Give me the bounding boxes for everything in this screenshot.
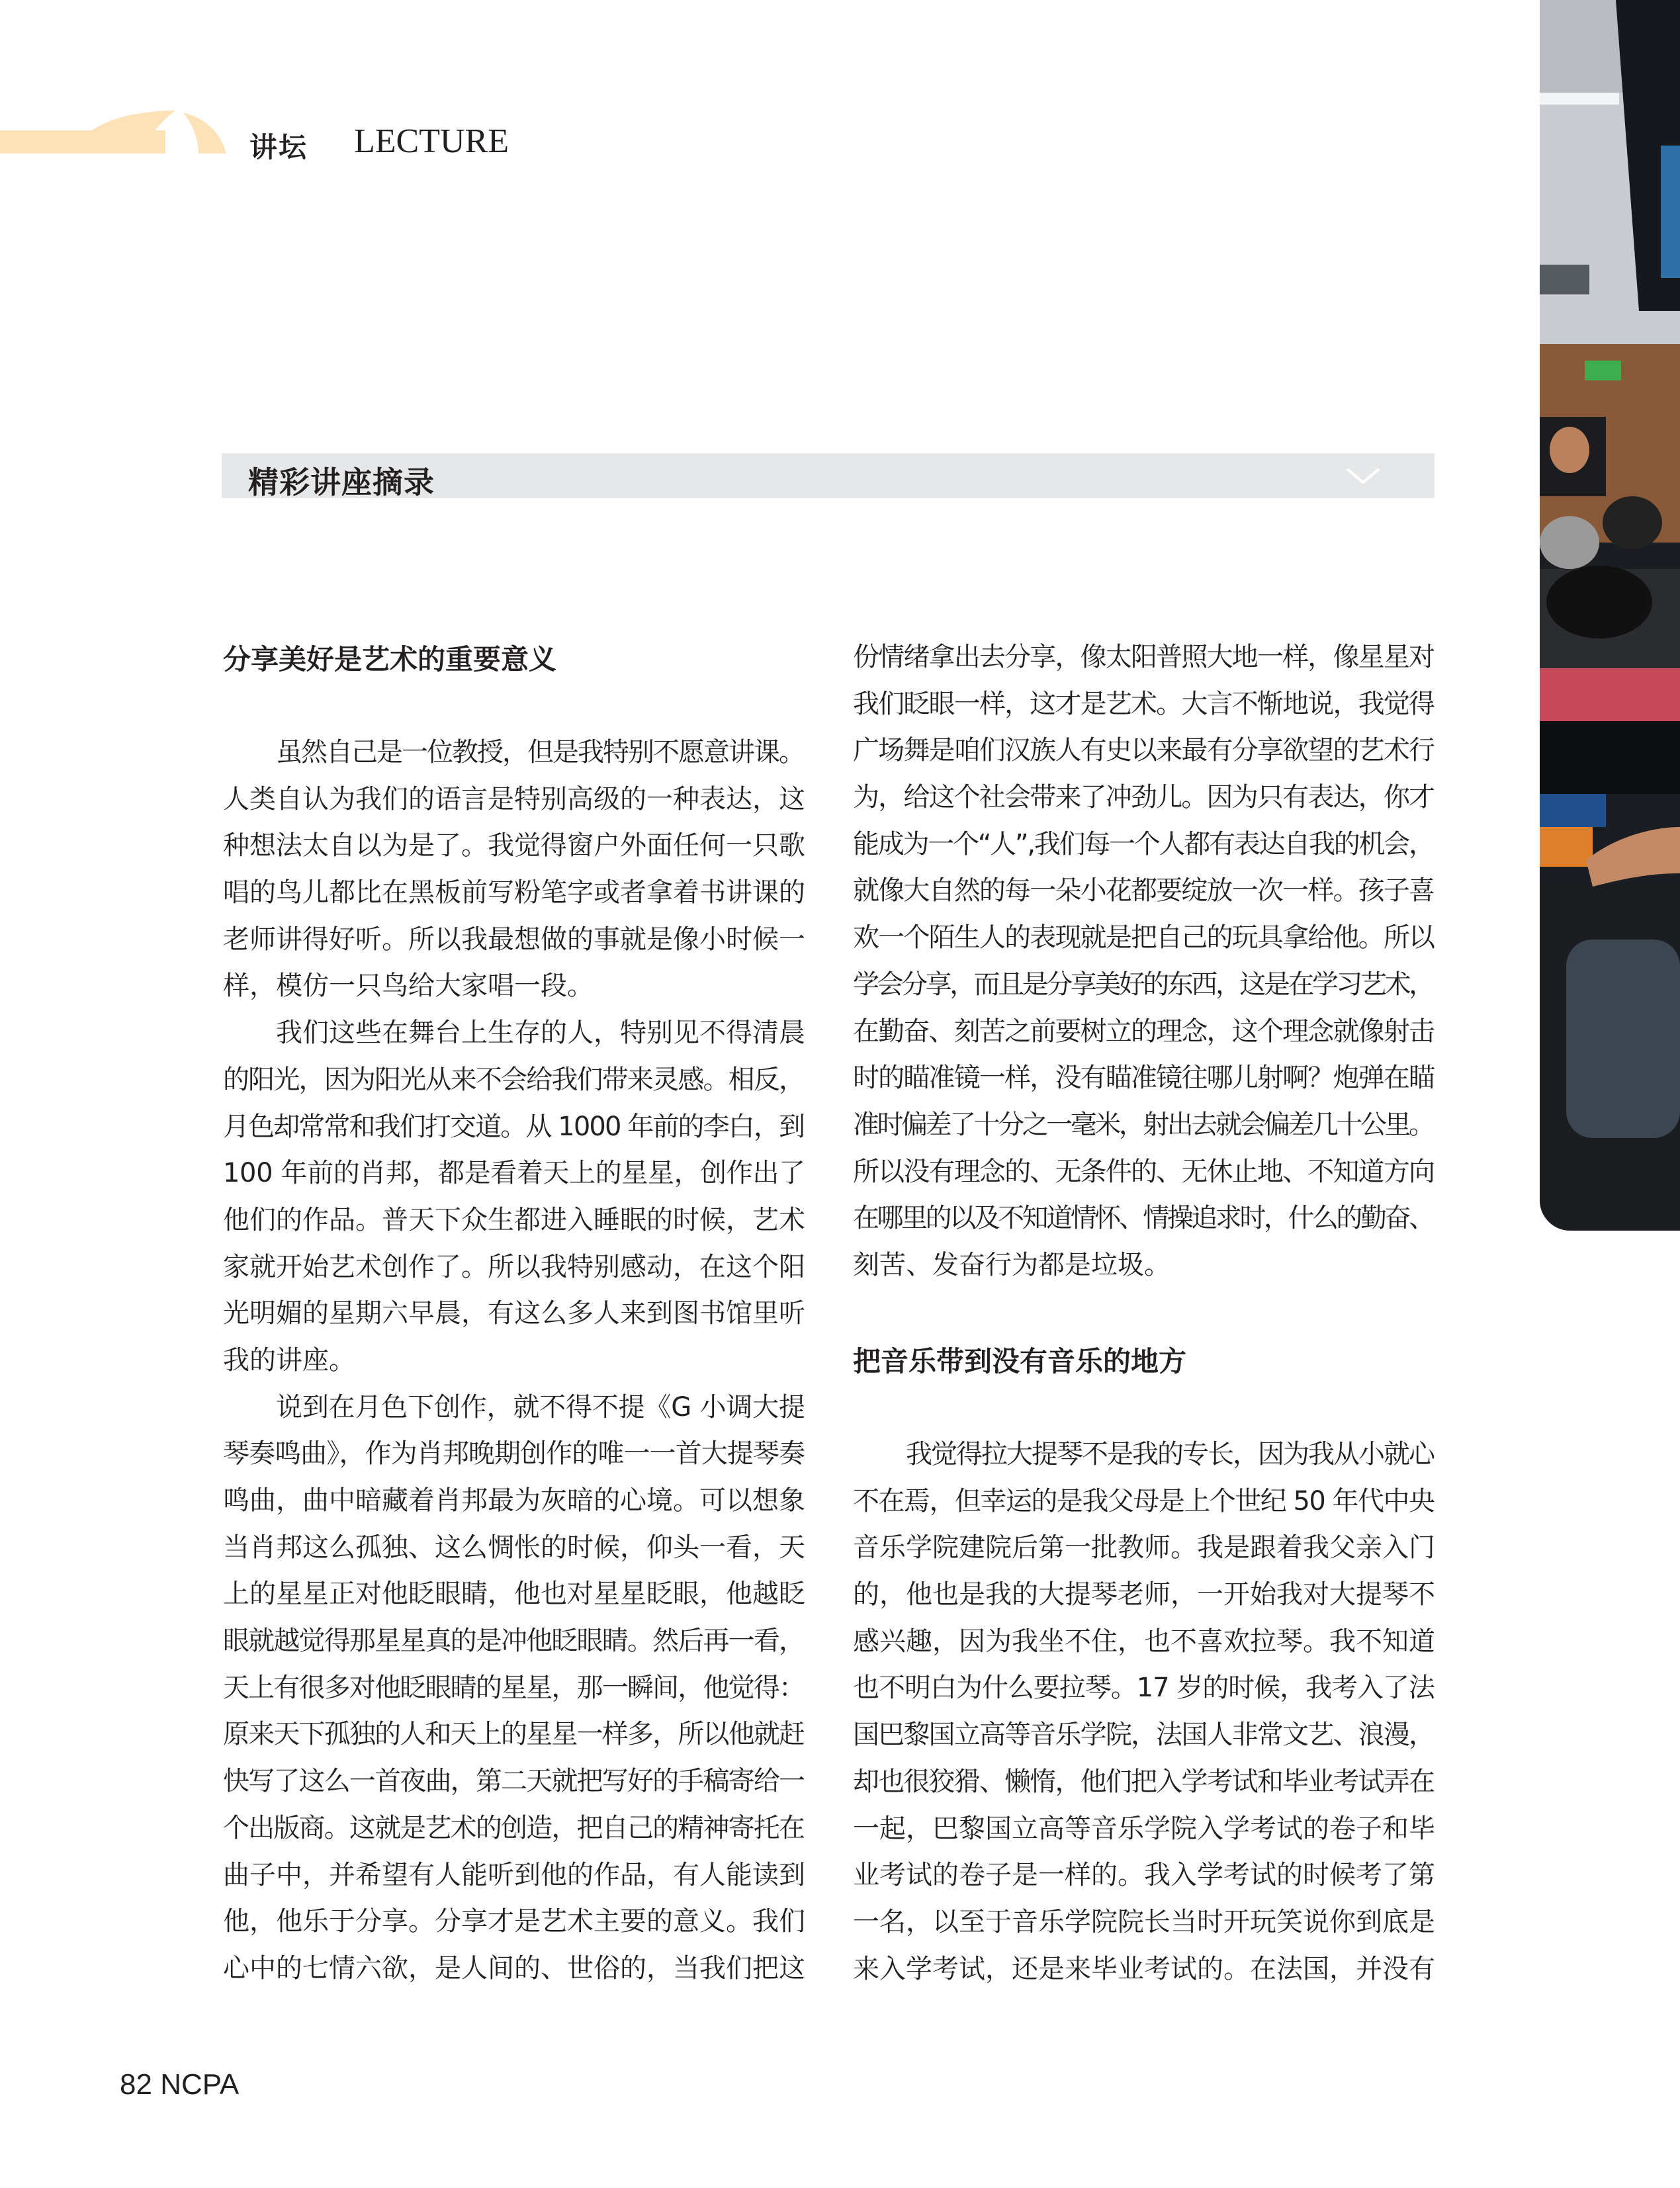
text-line-content: 当肖邦这么孤独、这么惆怅的时候，仰头一看，天 — [223, 1532, 805, 1563]
header-arc-decoration — [0, 99, 238, 159]
text-line — [853, 1524, 1435, 1571]
text-line — [853, 1946, 1435, 1993]
text-line-content: 一起，巴黎国立高等音乐学院入学考试的卷子和毕 — [853, 1813, 1435, 1844]
page-number: 82 — [120, 2068, 152, 2101]
text-line-content: 一名，以至于音乐学院院长当时开玩笑说你到底是 — [853, 1906, 1435, 1937]
text-line — [853, 1665, 1435, 1712]
text-line — [223, 1805, 805, 1852]
text-line — [223, 963, 805, 1010]
text-line-content: 来入学考试，还是来毕业考试的。在法国，并没有 — [853, 1953, 1435, 1984]
text-line-content: 国巴黎国立高等音乐学院，法国人非常文艺、浪漫， — [853, 1720, 1435, 1751]
text-line-content: 眼就越觉得那星星真的是冲他眨眼睛。然后再一看， — [223, 1626, 805, 1657]
text-line-content: 准时偏差了十分之一毫米，射出去就会偏差几十公里。 — [853, 1109, 1433, 1140]
text-line — [223, 1290, 805, 1337]
text-line-content: 月色却常常和我们打交道。从 1000 年前的李白，到 — [223, 1111, 805, 1142]
text-line-content: 他，他乐于分享。分享才是艺术主要的意义。我们 — [223, 1906, 805, 1937]
chevron-down-icon — [1345, 465, 1382, 486]
text-line-content: 学会分享，而且是分享美好的东西，这是在学习艺术， — [853, 969, 1433, 1000]
text-line-content: 原来天下孤独的人和天上的星星一样多，所以他就赶 — [223, 1719, 805, 1750]
audience-photo — [1540, 0, 1680, 1231]
text-line — [223, 1244, 805, 1291]
section-label-en: LECTURE — [354, 122, 509, 160]
right-column-continuation — [853, 634, 1435, 1289]
text-line — [853, 1899, 1435, 1946]
text-line-content: 他们的作品。普天下众生都进入睡眠的时候，艺术 — [223, 1204, 805, 1235]
text-line-content: 在勤奋、刻苦之前要树立的理念，这个理念就像射击 — [853, 1016, 1435, 1047]
text-line — [223, 1524, 805, 1571]
text-line — [853, 1852, 1435, 1899]
text-line-content: 种想法太自以为是了。我觉得窗户外面任何一只歌 — [223, 830, 805, 861]
text-line — [223, 1337, 805, 1384]
text-line-content: 光明媚的星期六早晨，有这么多人来到图书馆里听 — [223, 1298, 805, 1329]
text-line-content: 心中的七情六欲，是人间的、世俗的，当我们把这 — [223, 1952, 805, 1984]
text-line — [853, 1431, 1435, 1478]
text-line — [223, 1898, 805, 1945]
text-line-content: 欢一个陌生人的表现就是把自己的玩具拿给他。所以 — [853, 922, 1435, 953]
text-line-content: 100 年前的肖邦，都是看着天上的星星，创作出了 — [223, 1158, 805, 1189]
text-line-content: 广场舞是咱们汉族人有史以来最有分享欲望的艺术行 — [853, 735, 1435, 766]
text-line — [223, 1618, 805, 1665]
text-line-content: 也不明白为什么要拉琴。17 岁的时候，我考入了法 — [853, 1673, 1435, 1704]
text-line-content: 唱的鸟儿都比在黑板前写粉笔字或者拿着书讲课的 — [223, 877, 805, 908]
text-line — [223, 1150, 805, 1197]
text-line-content: 个出版商。这就是艺术的创造，把自己的精神寄托在 — [223, 1812, 805, 1843]
text-line — [223, 1430, 805, 1477]
text-line — [853, 727, 1435, 774]
text-line-content: 份情绪拿出去分享，像太阳普照大地一样，像星星对 — [853, 642, 1435, 672]
text-line-content: 时的瞄准镜一样，没有瞄准镜往哪儿射啊？炮弹在瞄 — [853, 1063, 1435, 1094]
section-label-cn: 讲坛 — [249, 131, 308, 163]
text-line — [223, 1571, 805, 1618]
text-line — [853, 867, 1435, 914]
text-line-content: 快写了这么一首夜曲，第二天就把写好的手稿寄给一 — [223, 1766, 805, 1797]
text-line — [223, 1010, 805, 1057]
text-line-content: 上的星星正对他眨眼睛，他也对星星眨眼，他越眨 — [223, 1579, 805, 1610]
text-line — [223, 1384, 805, 1431]
text-line-content: 感兴趣，因为我坐不住，也不喜欢拉琴。我不知道 — [853, 1626, 1435, 1657]
text-line — [223, 729, 805, 776]
text-line — [223, 776, 805, 823]
text-line — [223, 1104, 805, 1151]
text-line — [853, 1008, 1435, 1055]
text-line-content: 刻苦、发奋行为都是垃圾。 — [853, 1249, 1171, 1280]
text-line — [223, 1758, 805, 1805]
text-line — [223, 916, 805, 963]
text-line-content: 我们眨眼一样，这才是艺术。大言不惭地说，我觉得 — [853, 688, 1435, 719]
text-line — [223, 1197, 805, 1244]
text-line-content: 业考试的卷子是一样的。我入学考试的时候考了第 — [853, 1860, 1435, 1891]
text-line-content: 我觉得拉大提琴不是我的专长，因为我从小就心 — [906, 1439, 1434, 1469]
text-line — [853, 1242, 1435, 1289]
text-line — [223, 1852, 805, 1899]
text-line-content: 的阳光，因为阳光从来不会给我们带来灵感。相反， — [223, 1064, 805, 1095]
text-line — [853, 821, 1435, 868]
text-line-content: 琴奏鸣曲》，作为肖邦晚期创作的唯一一首大提琴奏 — [223, 1438, 805, 1469]
text-line-content: 人类自认为我们的语言是特别高级的一种表达，这 — [223, 783, 805, 814]
text-line — [853, 1102, 1435, 1149]
text-line-content: 曲子中，并希望有人能听到他的作品，有人能读到 — [223, 1859, 805, 1890]
text-line-content: 能成为一个“人”,我们每一个人都有表达自我的机会， — [853, 828, 1434, 859]
text-line-content: 就像大自然的每一朵小花都要绽放一次一样。孩子喜 — [853, 875, 1435, 906]
text-line-content: 在哪里的以及不知道情怀、情操追求时，什么的勤奋、 — [853, 1203, 1433, 1234]
publication-name: NCPA — [160, 2068, 240, 2101]
text-line-content: 的，他也是我的大提琴老师，一开始我对大提琴不 — [853, 1579, 1435, 1610]
text-line-content: 却也很狡猾、懒惰，他们把入学考试和毕业考试弄在 — [853, 1766, 1435, 1797]
text-line — [853, 1571, 1435, 1618]
text-line-content: 老师讲得好听。所以我最想做的事就是像小时候一 — [223, 924, 805, 955]
text-line-content: 我的讲座。 — [223, 1344, 355, 1376]
page-footer — [120, 2068, 239, 2101]
text-line-content: 为，给这个社会带来了冲劲儿。因为只有表达，你才 — [853, 782, 1435, 813]
right-column-body — [853, 1431, 1435, 1992]
text-line — [853, 1195, 1435, 1242]
text-line-content: 虽然自己是一位教授，但是我特别不愿意讲课。 — [276, 737, 804, 767]
text-line — [853, 1618, 1435, 1665]
text-line — [853, 774, 1435, 821]
text-line-content: 样，模仿一只鸟给大家唱一段。 — [223, 971, 594, 1002]
text-line-content: 鸣曲，曲中暗藏着肖邦最为灰暗的心境。可以想象 — [223, 1485, 805, 1516]
text-line-content: 家就开始艺术创作了。所以我特别感动，在这个阳 — [223, 1251, 805, 1282]
excerpt-banner — [222, 453, 1435, 498]
text-line-content: 所以没有理念的、无条件的、无休止地、不知道方向 — [853, 1156, 1435, 1187]
left-heading: 分享美好是艺术的重要意义 — [223, 643, 557, 676]
right-heading: 把音乐带到没有音乐的地方 — [853, 1345, 1187, 1378]
text-line — [853, 961, 1435, 1008]
text-line — [853, 1055, 1435, 1102]
text-line-content: 说到在月色下创作，就不得不提《G 小调大提 — [276, 1391, 805, 1422]
text-line — [853, 634, 1435, 681]
text-line — [223, 1945, 805, 1992]
text-line — [853, 1806, 1435, 1853]
text-line — [223, 822, 805, 869]
text-line — [223, 1057, 805, 1104]
text-line — [853, 1478, 1435, 1525]
text-line-content: 天上有很多对他眨眼睛的星星，那一瞬间，他觉得： — [223, 1672, 805, 1703]
text-line-content: 音乐学院建院后第一批教师。我是跟着我父亲入门 — [853, 1532, 1435, 1563]
text-line — [853, 681, 1435, 728]
text-line — [223, 1665, 805, 1712]
left-column-body — [223, 729, 805, 1992]
text-line-content: 不在焉，但幸运的是我父母是上个世纪 50 年代中央 — [853, 1485, 1435, 1516]
text-line — [853, 1712, 1435, 1759]
text-line — [853, 1149, 1435, 1196]
text-line — [853, 1759, 1435, 1806]
text-line-content: 我们这些在舞台上生存的人，特别见不得清晨 — [276, 1018, 805, 1049]
text-line — [853, 914, 1435, 961]
text-line — [223, 1477, 805, 1524]
text-line — [223, 1711, 805, 1758]
banner-title: 精彩讲座摘录 — [248, 464, 435, 500]
text-line — [223, 869, 805, 916]
